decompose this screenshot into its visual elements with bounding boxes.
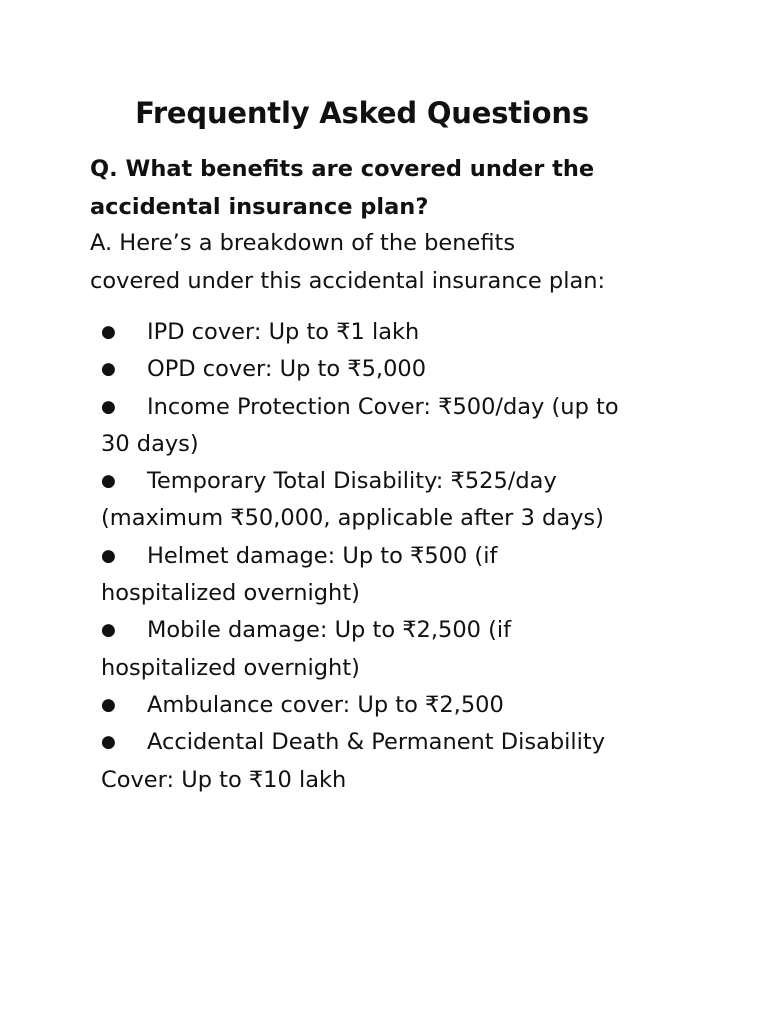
- benefit-item-mobile-damage: [101, 612, 701, 687]
- bullet-icon: ●: [101, 471, 116, 492]
- benefit-text: Accidental Death & Permanent Disability: [147, 729, 606, 756]
- benefit-text: OPD cover: Up to ₹5,000: [147, 356, 427, 383]
- benefit-line: [101, 314, 701, 351]
- benefit-line: [101, 724, 701, 761]
- faq-answer: [90, 225, 670, 300]
- answer-line: covered under this accidental insurance plan:: [90, 267, 606, 294]
- benefit-item-helmet-damage: [101, 538, 701, 613]
- benefit-item-ipd: [101, 314, 701, 351]
- benefit-text: IPD cover: Up to ₹1 lakh: [147, 319, 420, 345]
- benefit-line: [101, 538, 701, 575]
- benefit-item-income-protection: [101, 389, 701, 464]
- benefit-item-ambulance: [101, 687, 701, 724]
- benefit-item-temporary-disability: [101, 463, 701, 538]
- benefit-continuation: hospitalized overnight): [101, 580, 360, 607]
- benefit-continuation: 30 days): [101, 430, 199, 457]
- benefit-text: Mobile damage: Up to ₹2,500 (if: [147, 617, 512, 644]
- benefit-continuation: Cover: Up to ₹10 lakh: [101, 766, 347, 793]
- benefit-continuation: hospitalized overnight): [101, 654, 360, 681]
- bullet-icon: ●: [101, 620, 116, 641]
- bullet-icon: ●: [101, 322, 116, 342]
- benefit-line: [101, 463, 701, 500]
- benefit-item-opd: [101, 351, 701, 388]
- benefit-text: Temporary Total Disability: ₹525/day: [147, 468, 557, 495]
- benefit-text: Helmet damage: Up to ₹500 (if: [147, 542, 498, 569]
- answer-line: A. Here’s a breakdown of the benefits: [90, 230, 516, 256]
- bullet-icon: ●: [101, 359, 116, 380]
- bullet-icon: ●: [101, 694, 116, 715]
- benefit-text: Income Protection Cover: ₹500/day (up to: [147, 393, 619, 420]
- benefit-continuation: (maximum ₹50,000, applicable after 3 days): [101, 505, 604, 532]
- benefit-line: [101, 389, 701, 426]
- benefit-line: [101, 351, 701, 388]
- bullet-icon: ●: [101, 545, 116, 566]
- bullet-icon: ●: [101, 732, 116, 753]
- bullet-icon: ●: [101, 396, 116, 417]
- benefits-list: [101, 314, 701, 799]
- benefit-line: [101, 687, 701, 724]
- benefit-line: [101, 612, 701, 649]
- faq-question: Q. What benefits are covered under the accidental insurance plan?: [90, 156, 595, 220]
- benefit-text: Ambulance cover: Up to ₹2,500: [147, 691, 504, 718]
- benefit-item-accidental-death: [101, 724, 701, 799]
- page-title: Frequently Asked Questions: [135, 96, 589, 130]
